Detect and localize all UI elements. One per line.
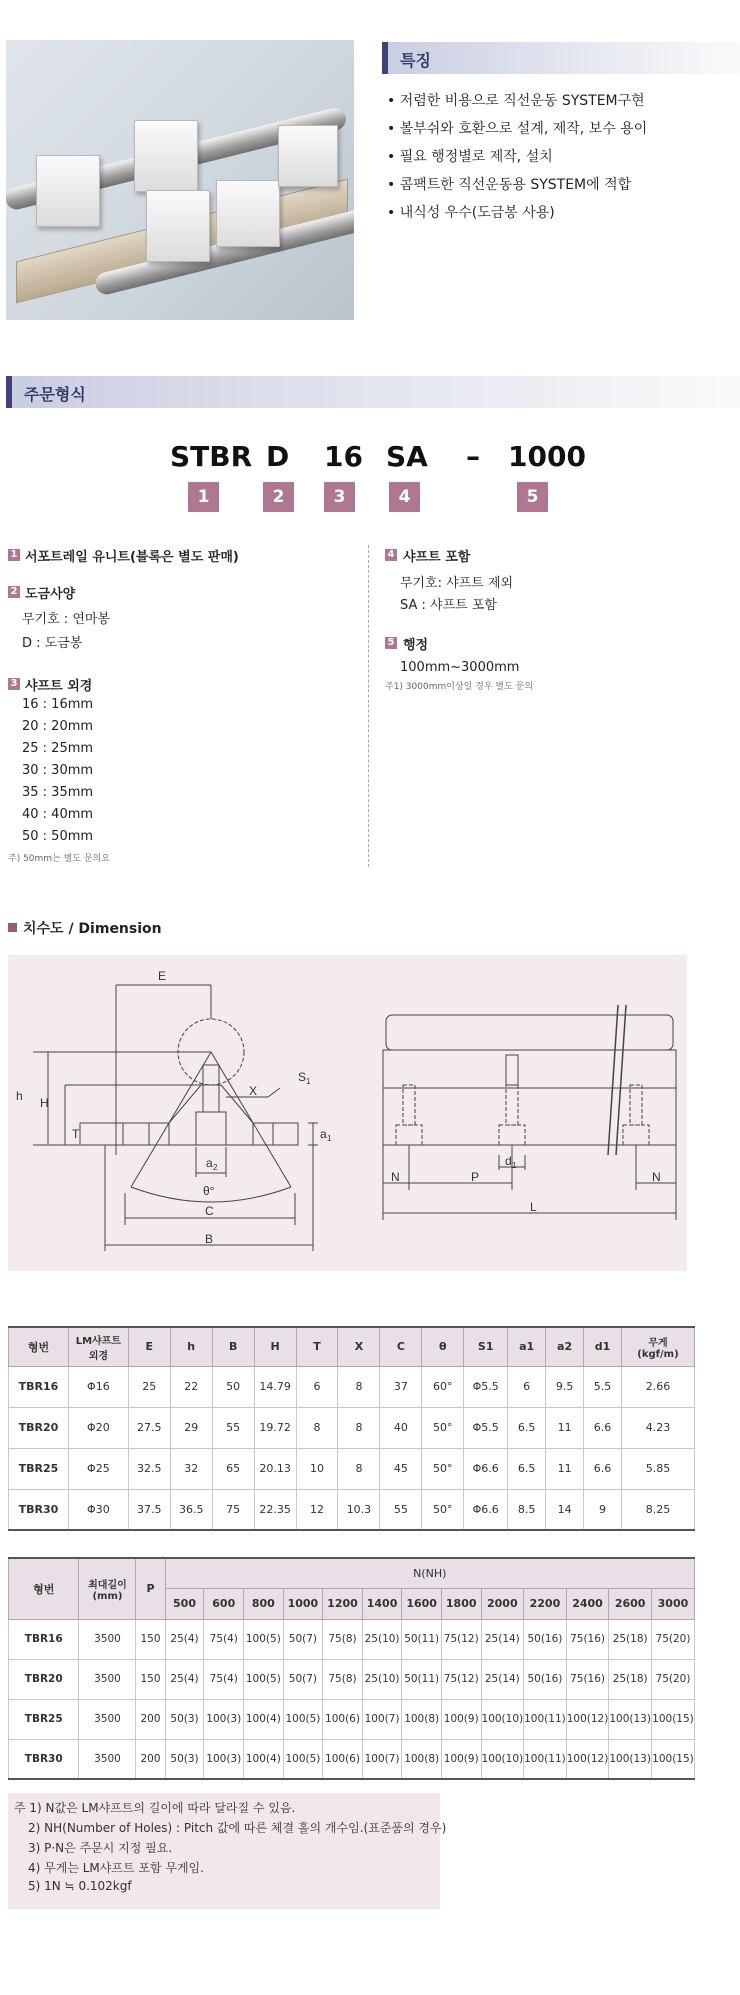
spec-header-b: B	[212, 1327, 254, 1366]
section-line: SA : 샤프트 포함	[400, 598, 497, 613]
table-row	[9, 1619, 695, 1659]
cell: 25	[128, 1366, 170, 1407]
section-badge: 3	[8, 678, 20, 690]
order-code-stroke: 1000	[508, 440, 586, 473]
spec-header-d1: d1	[584, 1327, 622, 1366]
dim-label-s1-sub: 1	[306, 1077, 311, 1086]
cell: 75(4)	[204, 1619, 244, 1659]
section-line: 30 : 30mm	[22, 763, 94, 778]
cell: 75(12)	[441, 1619, 481, 1659]
cell: 75	[212, 1489, 254, 1530]
order-code-diameter: 16	[324, 440, 363, 473]
cell: 8	[296, 1407, 338, 1448]
dim-label-e: E	[158, 969, 167, 983]
cell: 75(16)	[566, 1619, 609, 1659]
cell: 12	[296, 1489, 338, 1530]
spec-header-t: T	[296, 1327, 338, 1366]
cell-model: TBR25	[9, 1448, 69, 1489]
section-title: 행정	[403, 638, 429, 653]
footnote-line: 주 1) N값은 LM샤프트의 길이에 따라 달라질 수 있음.	[14, 1801, 296, 1815]
cell: 8	[338, 1366, 380, 1407]
cell: 100(6)	[323, 1739, 363, 1779]
order-code-series: STBR	[170, 440, 253, 473]
cell: 36.5	[170, 1489, 212, 1530]
pitch-header-model: 형번	[9, 1558, 79, 1619]
pitch-header-length: 1400	[362, 1588, 402, 1619]
pitch-header-maxlen: 최대길이 (mm)	[79, 1558, 136, 1619]
dim-label-t: T	[72, 1127, 80, 1141]
cell: 100(10)	[481, 1739, 524, 1779]
cell: 100(6)	[323, 1699, 363, 1739]
cell: Φ20	[68, 1407, 128, 1448]
cell: 100(3)	[204, 1699, 244, 1739]
cell: 25(14)	[481, 1619, 524, 1659]
cell: 100(12)	[566, 1699, 609, 1739]
order-badge-2: 2	[263, 482, 294, 512]
order-title: 주문형식	[24, 385, 86, 404]
table-row	[9, 1659, 695, 1699]
cell: Φ5.5	[464, 1407, 508, 1448]
order-code-shaft: SA	[386, 440, 428, 473]
cell: Φ25	[68, 1448, 128, 1489]
cell: 4.23	[621, 1407, 694, 1448]
cell: 100(13)	[609, 1739, 652, 1779]
dim-label-s1: S	[298, 1070, 307, 1084]
cell: 20.13	[254, 1448, 296, 1489]
cell: 27.5	[128, 1407, 170, 1448]
cell: 50(3)	[165, 1699, 204, 1739]
cell: 9	[584, 1489, 622, 1530]
cell: Φ6.6	[464, 1489, 508, 1530]
dim-label-a1-sub: 1	[327, 1134, 332, 1143]
pitch-table	[8, 1557, 695, 1780]
cell: 50	[212, 1366, 254, 1407]
cell: 150	[136, 1659, 165, 1699]
cell: Φ30	[68, 1489, 128, 1530]
spec-header-e: E	[128, 1327, 170, 1366]
section-line: 무기호: 샤프트 제외	[400, 576, 514, 591]
order-badge-5: 5	[517, 482, 548, 512]
dim-label-a2-sub: 2	[213, 1163, 218, 1172]
cell: 100(9)	[441, 1699, 481, 1739]
cell: 2.66	[621, 1366, 694, 1407]
cell-model: TBR25	[9, 1699, 79, 1739]
pitch-header-n: N(NH)	[165, 1558, 694, 1588]
order-badge-1: 1	[188, 482, 219, 512]
dim-label-n-left: N	[391, 1170, 400, 1184]
cell: 22	[170, 1366, 212, 1407]
spec-header-x: X	[338, 1327, 380, 1366]
cell: 100(8)	[402, 1699, 442, 1739]
cell: 100(11)	[524, 1699, 567, 1739]
cell: 37.5	[128, 1489, 170, 1530]
footnote-line: 5) 1N ≒ 0.102kgf	[28, 1879, 132, 1893]
pitch-header-length: 2400	[566, 1588, 609, 1619]
order-badge-4: 4	[389, 482, 420, 512]
cell: 50°	[422, 1448, 464, 1489]
cell: 100(4)	[244, 1739, 284, 1779]
cell: 40	[380, 1407, 422, 1448]
cell-model: TBR30	[9, 1489, 69, 1530]
cell: 100(5)	[244, 1619, 284, 1659]
section-line: 16 : 16mm	[22, 697, 94, 712]
cell: 8	[338, 1448, 380, 1489]
cell-model: TBR16	[9, 1619, 79, 1659]
dim-label-H: H	[40, 1096, 49, 1110]
cell: 100(8)	[402, 1739, 442, 1779]
cell: 55	[380, 1489, 422, 1530]
cell: 50(16)	[524, 1659, 567, 1699]
cell: 10.3	[338, 1489, 380, 1530]
cell: 100(7)	[362, 1699, 402, 1739]
cell: 100(5)	[283, 1699, 323, 1739]
footnote-line: 3) P·N은 주문시 지정 필요.	[28, 1841, 173, 1855]
cell-model: TBR20	[9, 1407, 69, 1448]
dim-label-d1: d	[505, 1154, 512, 1168]
cell: 25(4)	[165, 1659, 204, 1699]
cell: Φ5.5	[464, 1366, 508, 1407]
cell: 100(13)	[609, 1699, 652, 1739]
feature-item: • 볼부쉬와 호환으로 설계, 제작, 보수 용이	[387, 121, 648, 137]
spec-header-a2: a2	[546, 1327, 584, 1366]
feature-item: • 콤팩트한 직선운동용 SYSTEM에 적합	[387, 177, 632, 193]
dim-label-a1: a	[320, 1127, 327, 1141]
cell: 14.79	[254, 1366, 296, 1407]
cell: 50°	[422, 1489, 464, 1530]
pitch-header-length: 1200	[323, 1588, 363, 1619]
cell: 50(11)	[402, 1659, 442, 1699]
section-line: 100mm~3000mm	[400, 660, 520, 675]
cell: 75(16)	[566, 1659, 609, 1699]
cell: 100(10)	[481, 1699, 524, 1739]
cell: 25(4)	[165, 1619, 204, 1659]
product-photo	[6, 40, 354, 320]
cell: 50(7)	[283, 1659, 323, 1699]
cell: 9.5	[546, 1366, 584, 1407]
spec-header-model: 형번	[9, 1327, 69, 1366]
cell: 50(7)	[283, 1619, 323, 1659]
pitch-header-length: 2600	[609, 1588, 652, 1619]
cell: 50°	[422, 1407, 464, 1448]
cell: 6.5	[508, 1448, 546, 1489]
cell: 100(4)	[244, 1699, 284, 1739]
dim-label-b: B	[205, 1232, 214, 1246]
cell: 100(15)	[651, 1699, 694, 1739]
section-title: 샤프트 포함	[403, 550, 471, 565]
dim-label-l: L	[530, 1200, 537, 1214]
cell: 6.6	[584, 1407, 622, 1448]
cell: 25(10)	[362, 1659, 402, 1699]
dim-label-c: C	[205, 1204, 214, 1218]
cell: 3500	[79, 1619, 136, 1659]
cell-model: TBR30	[9, 1739, 79, 1779]
pitch-header-length: 2000	[481, 1588, 524, 1619]
cell: 50(11)	[402, 1619, 442, 1659]
pitch-header-length: 600	[204, 1588, 244, 1619]
dim-label-theta: θ°	[203, 1184, 215, 1198]
cell: 100(3)	[204, 1739, 244, 1779]
footnotes	[8, 1793, 447, 1909]
cell-model: TBR16	[9, 1366, 69, 1407]
features-header	[382, 42, 740, 74]
section-line: 20 : 20mm	[22, 719, 94, 734]
cell: 50(3)	[165, 1739, 204, 1779]
cell: 25(10)	[362, 1619, 402, 1659]
cell: 100(5)	[244, 1659, 284, 1699]
cell: 100(12)	[566, 1739, 609, 1779]
cell: 150	[136, 1619, 165, 1659]
cell: 75(8)	[323, 1659, 363, 1699]
section-badge: 4	[385, 549, 397, 561]
feature-item: • 저렴한 비용으로 직선운동 SYSTEM구현	[387, 93, 645, 109]
spec-header-weight: 무게 (kgf/m)	[621, 1327, 694, 1366]
cell: 75(20)	[651, 1659, 694, 1699]
cell: 75(4)	[204, 1659, 244, 1699]
dimension-drawing	[8, 955, 687, 1271]
dim-label-p: P	[471, 1170, 480, 1184]
pitch-header-length: 800	[244, 1588, 284, 1619]
dim-label-h: h	[16, 1089, 23, 1103]
table-row	[9, 1489, 695, 1530]
dim-label-x: X	[249, 1084, 258, 1098]
dimension-svg	[8, 955, 687, 1271]
cell: 6.6	[584, 1448, 622, 1489]
table-row	[9, 1366, 695, 1407]
cell: 14	[546, 1489, 584, 1530]
feature-item: • 내식성 우수(도금봉 사용)	[387, 205, 555, 221]
cell: 6	[296, 1366, 338, 1407]
spec-header-shaft: LM샤프트 외경	[68, 1327, 128, 1366]
cell: 5.5	[584, 1366, 622, 1407]
cell: 55	[212, 1407, 254, 1448]
cell: 75(12)	[441, 1659, 481, 1699]
cell: 6	[508, 1366, 546, 1407]
pitch-header-p: P	[136, 1558, 165, 1619]
section-badge: 2	[8, 586, 20, 598]
spec-table	[8, 1326, 695, 1531]
section-title: 샤프트 외경	[25, 679, 93, 694]
spec-header-c: C	[380, 1327, 422, 1366]
cell: 3500	[79, 1699, 136, 1739]
section-badge: 1	[8, 549, 20, 561]
pitch-header-length: 2200	[524, 1588, 567, 1619]
section-badge: 5	[385, 637, 397, 649]
cell: 75(20)	[651, 1619, 694, 1659]
spec-header-theta: θ	[422, 1327, 464, 1366]
cell: 11	[546, 1407, 584, 1448]
cell: Φ16	[68, 1366, 128, 1407]
cell: 100(7)	[362, 1739, 402, 1779]
cell: 200	[136, 1739, 165, 1779]
cell: 200	[136, 1699, 165, 1739]
dim-label-n-right: N	[652, 1170, 661, 1184]
cell: 37	[380, 1366, 422, 1407]
order-code-dash: –	[466, 440, 480, 473]
spec-header-H: H	[254, 1327, 296, 1366]
table-row	[9, 1699, 695, 1739]
pitch-header-length: 1600	[402, 1588, 442, 1619]
section-divider	[368, 545, 369, 867]
table-row	[9, 1407, 695, 1448]
pitch-header-length: 1000	[283, 1588, 323, 1619]
order-badge-3: 3	[324, 482, 355, 512]
cell: 6.5	[508, 1407, 546, 1448]
section-line: 40 : 40mm	[22, 807, 94, 822]
cell: 65	[212, 1448, 254, 1489]
order-code-plating: D	[266, 440, 290, 473]
cell: 11	[546, 1448, 584, 1489]
dim-label-a2: a	[206, 1156, 213, 1170]
pitch-header-length: 500	[165, 1588, 204, 1619]
cell: 25(14)	[481, 1659, 524, 1699]
features-title: 특징	[400, 51, 431, 70]
cell: 50(16)	[524, 1619, 567, 1659]
cell: 5.85	[621, 1448, 694, 1489]
section-note: 주1) 3000mm이상일 경우 별도 문의	[385, 682, 534, 692]
spec-header-a1: a1	[508, 1327, 546, 1366]
cell: 3500	[79, 1739, 136, 1779]
section-line: 35 : 35mm	[22, 785, 94, 800]
section-line: D : 도금봉	[22, 636, 83, 651]
order-header	[6, 376, 740, 408]
cell-model: TBR20	[9, 1659, 79, 1699]
section-line: 무기호 : 연마봉	[22, 612, 110, 627]
cell: 32	[170, 1448, 212, 1489]
section-title: 서포트레일 유니트(블록은 별도 판매)	[25, 550, 239, 565]
table-row	[9, 1448, 695, 1489]
cell: 8.5	[508, 1489, 546, 1530]
cell: 45	[380, 1448, 422, 1489]
cell: 25(18)	[609, 1659, 652, 1699]
cell: 3500	[79, 1659, 136, 1699]
spec-header-s1: S1	[464, 1327, 508, 1366]
cell: 8.25	[621, 1489, 694, 1530]
table-row	[9, 1739, 695, 1779]
cell: 75(8)	[323, 1619, 363, 1659]
section-title: 도금사양	[25, 587, 76, 602]
cell: 100(15)	[651, 1739, 694, 1779]
footnote-line: 2) NH(Number of Holes) : Pitch 값에 따른 체결 홀의 개수임.(표준품의 경우)	[28, 1821, 447, 1835]
cell: 22.35	[254, 1489, 296, 1530]
spec-header-h: h	[170, 1327, 212, 1366]
cell: 29	[170, 1407, 212, 1448]
section-note: 주) 50mm는 별도 문의요	[8, 854, 110, 864]
cell: 60°	[422, 1366, 464, 1407]
cell: 8	[338, 1407, 380, 1448]
cell: 32.5	[128, 1448, 170, 1489]
feature-item: • 필요 행정별로 제작, 설치	[387, 149, 553, 165]
pitch-header-length: 1800	[441, 1588, 481, 1619]
dimension-title: 치수도 / Dimension	[8, 918, 162, 938]
cell: 100(5)	[283, 1739, 323, 1779]
cell: 19.72	[254, 1407, 296, 1448]
cell: 10	[296, 1448, 338, 1489]
cell: 100(11)	[524, 1739, 567, 1779]
pitch-header-length: 3000	[651, 1588, 694, 1619]
dim-label-d1-sub: 1	[512, 1161, 517, 1170]
cell: Φ6.6	[464, 1448, 508, 1489]
cell: 100(9)	[441, 1739, 481, 1779]
section-line: 50 : 50mm	[22, 829, 94, 844]
cell: 25(18)	[609, 1619, 652, 1659]
footnote-line: 4) 무게는 LM샤프트 포함 무게임.	[28, 1861, 204, 1875]
section-line: 25 : 25mm	[22, 741, 94, 756]
